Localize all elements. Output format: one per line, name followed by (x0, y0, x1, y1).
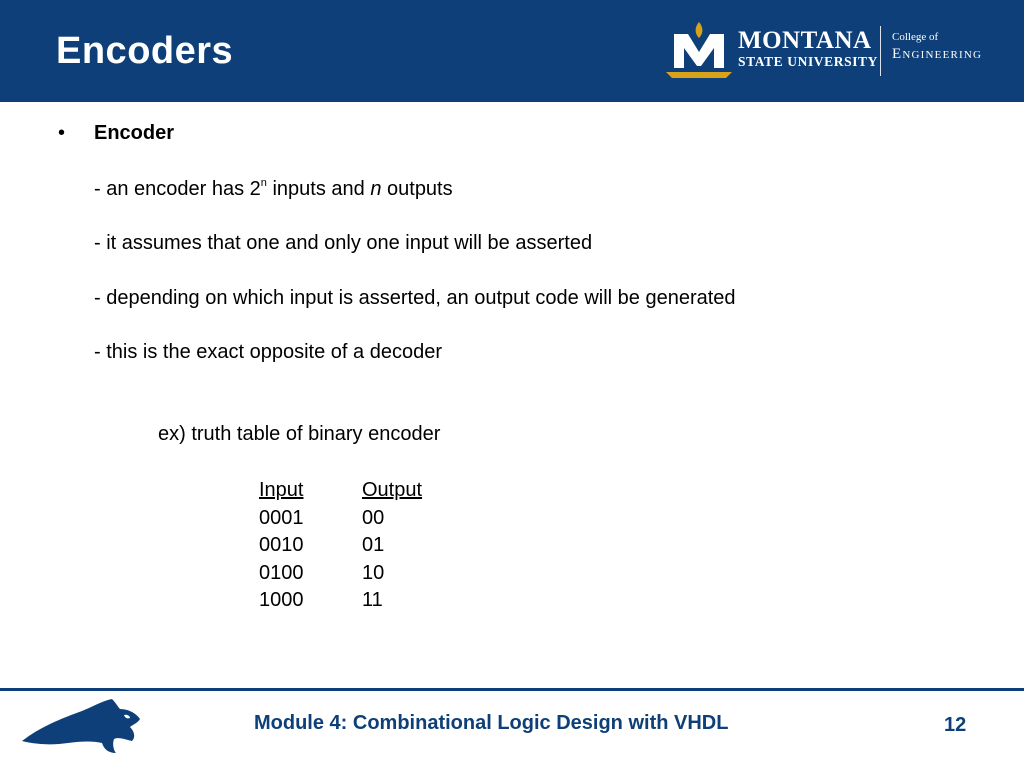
output-cell: 00 (362, 506, 385, 529)
body-line-4: - this is the exact opposite of a decoder (94, 341, 442, 363)
input-cell: 0001 (259, 506, 304, 529)
footer-divider (0, 688, 1024, 691)
slide-title: Encoders (56, 30, 234, 72)
input-cell: 1000 (259, 589, 304, 611)
output-cell: 10 (362, 561, 385, 584)
truth-table (259, 477, 422, 615)
engineering-label: Engineering (892, 46, 983, 62)
output-cell: 01 (362, 534, 385, 556)
line1-superscript: n (260, 177, 267, 189)
college-wordmark (892, 30, 982, 64)
input-cell: 0010 (259, 534, 304, 556)
msu-montana: MONTANA (738, 27, 872, 54)
input-cell: 0100 (259, 561, 304, 584)
table-row (259, 560, 422, 588)
bullet-point: • (58, 122, 66, 144)
header-input (259, 477, 362, 505)
college-of-label: College of (892, 31, 939, 43)
bullet-heading: Encoder (94, 122, 175, 144)
output-cell: 11 (362, 589, 383, 611)
university-logo (664, 20, 1014, 82)
header-output (362, 477, 422, 505)
truth-table-header (259, 477, 422, 505)
table-row (259, 532, 422, 560)
header-input-text: Input (259, 479, 304, 501)
msu-state-university: STATE UNIVERSITY (738, 54, 879, 69)
line1-post: outputs (381, 178, 453, 200)
table-row (259, 505, 422, 533)
body-line-3: - depending on which input is asserted, an output code will be generated (94, 287, 736, 309)
body-line-2: - it assumes that one and only one input will be asserted (94, 232, 593, 254)
logo-divider (880, 26, 881, 76)
line1-mid: inputs and (266, 178, 371, 200)
example-label: ex) truth table of binary encoder (158, 423, 441, 445)
body-line-1 (94, 177, 453, 201)
bobcat-mascot-icon (20, 697, 144, 755)
header-output-text: Output (362, 479, 423, 501)
msu-m-icon (664, 20, 734, 82)
line1-pre: - an encoder has 2 (94, 178, 261, 200)
page-number: 12 (944, 714, 967, 736)
msu-wordmark (738, 28, 878, 70)
header-bar (0, 0, 1024, 102)
line1-italic: n (370, 178, 382, 200)
footer-title: Module 4: Combinational Logic Design with VHDL (254, 712, 729, 734)
table-row (259, 587, 422, 615)
